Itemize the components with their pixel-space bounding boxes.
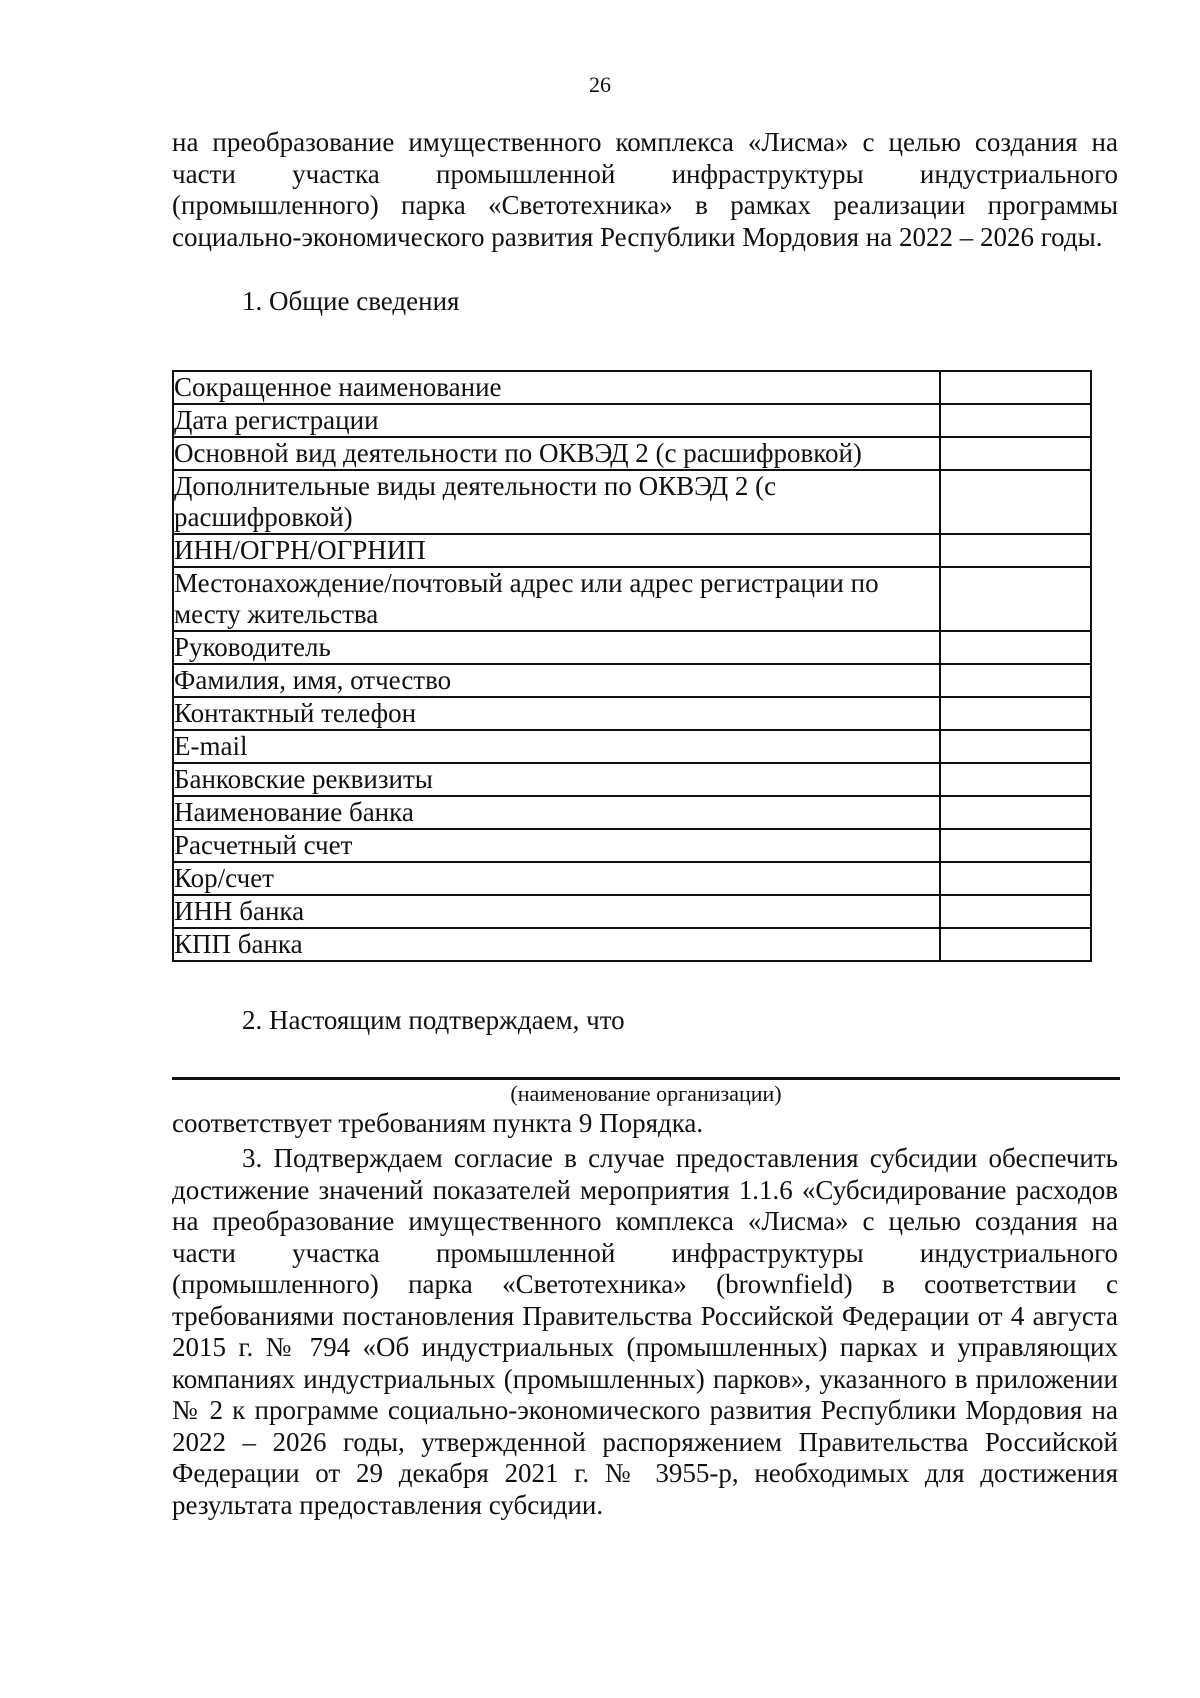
section-2-heading: 2. Настоящим подтверждаем, что xyxy=(242,1005,625,1035)
table-row-value xyxy=(940,534,1091,567)
table-row-label: Банковские реквизиты xyxy=(173,763,940,796)
section-1-heading: 1. Общие сведения xyxy=(242,286,460,316)
table-row-label: Местонахождение/почтовый адрес или адрес регистрации по месту жительства xyxy=(173,567,940,631)
table-row-label: Кор/счет xyxy=(173,862,940,895)
general-info-table-body xyxy=(173,371,1091,961)
table-row-label: ИНН банка xyxy=(173,895,940,928)
table-row-label: Контактный телефон xyxy=(173,697,940,730)
complies-statement: соответствует требованиям пункта 9 Порядка. xyxy=(172,1108,704,1138)
page-number: 26 xyxy=(589,72,611,97)
table-row xyxy=(173,534,1091,567)
table-row xyxy=(173,437,1091,470)
table-row xyxy=(173,829,1091,862)
table-row-value xyxy=(940,664,1091,697)
table-row xyxy=(173,470,1091,534)
table-row-label: КПП банка xyxy=(173,928,940,961)
general-info-table xyxy=(172,370,1092,962)
table-row xyxy=(173,371,1091,404)
table-row xyxy=(173,763,1091,796)
table-row-value xyxy=(940,567,1091,631)
table-row-value xyxy=(940,437,1091,470)
table-row-value xyxy=(940,862,1091,895)
table-row-value xyxy=(940,730,1091,763)
table-row-value xyxy=(940,895,1091,928)
table-row-value xyxy=(940,928,1091,961)
table-row-label: Расчетный счет xyxy=(173,829,940,862)
table-row-label: Основной вид деятельности по ОКВЭД 2 (с расшифровкой) xyxy=(173,437,940,470)
table-row xyxy=(173,567,1091,631)
table-row-value xyxy=(940,470,1091,534)
organization-name-line xyxy=(172,1077,1120,1080)
table-row-label: Дата регистрации xyxy=(173,404,940,437)
table-row-label: Наименование банка xyxy=(173,796,940,829)
table-row-value xyxy=(940,796,1091,829)
table-row xyxy=(173,697,1091,730)
table-row-label: Фамилия, имя, отчество xyxy=(173,664,940,697)
table-row-label: E-mail xyxy=(173,730,940,763)
table-row-value xyxy=(940,631,1091,664)
table-row xyxy=(173,862,1091,895)
table-row-label: Сокращенное наименование xyxy=(173,371,940,404)
table-row xyxy=(173,631,1091,664)
table-row-label: ИНН/ОГРН/ОГРНИП xyxy=(173,534,940,567)
table-row xyxy=(173,928,1091,961)
table-row xyxy=(173,664,1091,697)
table-row-label: Дополнительные виды деятельности по ОКВЭД 2 (с расшифровкой) xyxy=(173,470,940,534)
table-row-label: Руководитель xyxy=(173,631,940,664)
table-row xyxy=(173,796,1091,829)
table-row-value xyxy=(940,829,1091,862)
section-3-paragraph: 3. Подтверждаем согласие в случае предоставления субсидии обеспечить достижение значений показателей мероприятия 1.1.6 «Субсидирование расходов на преобразование имущественного комплекса «Лисма» с целью создания на части участка промышленной инфраструктуры индустриального (промышленного) парка «Светотехника» (brownfield) в соответствии с требованиями постановления Правительства Российской Федерации от 4 августа 2015 г. № 794 «Об индустриальных (промышленных) парках и управляющих компаниях индустриальных (промышленных) парков», указанного в приложении № 2 к программе социально-экономического развития Республики Мордовия на 2022 – 2026 годы, утвержденной распоряжением Правительства Российской Федерации от 29 декабря 2021 г. № 3955-р, необходимых для достижения результата предоставления субсидии. xyxy=(172,1143,1118,1520)
table-row-value xyxy=(940,697,1091,730)
table-row-value xyxy=(940,371,1091,404)
table-row xyxy=(173,895,1091,928)
table-row xyxy=(173,404,1091,437)
table-row-value xyxy=(940,404,1091,437)
table-row-value xyxy=(940,763,1091,796)
intro-paragraph: на преобразование имущественного комплекса «Лисма» с целью создания на части участка промышленной инфраструктуры индустриального (промышленного) парка «Светотехника» в рамках реализации программы социально-экономического развития Республики Мордовия на 2022 – 2026 годы. xyxy=(172,127,1118,252)
organization-name-caption: (наименование организации) xyxy=(510,1081,782,1106)
table-row xyxy=(173,730,1091,763)
